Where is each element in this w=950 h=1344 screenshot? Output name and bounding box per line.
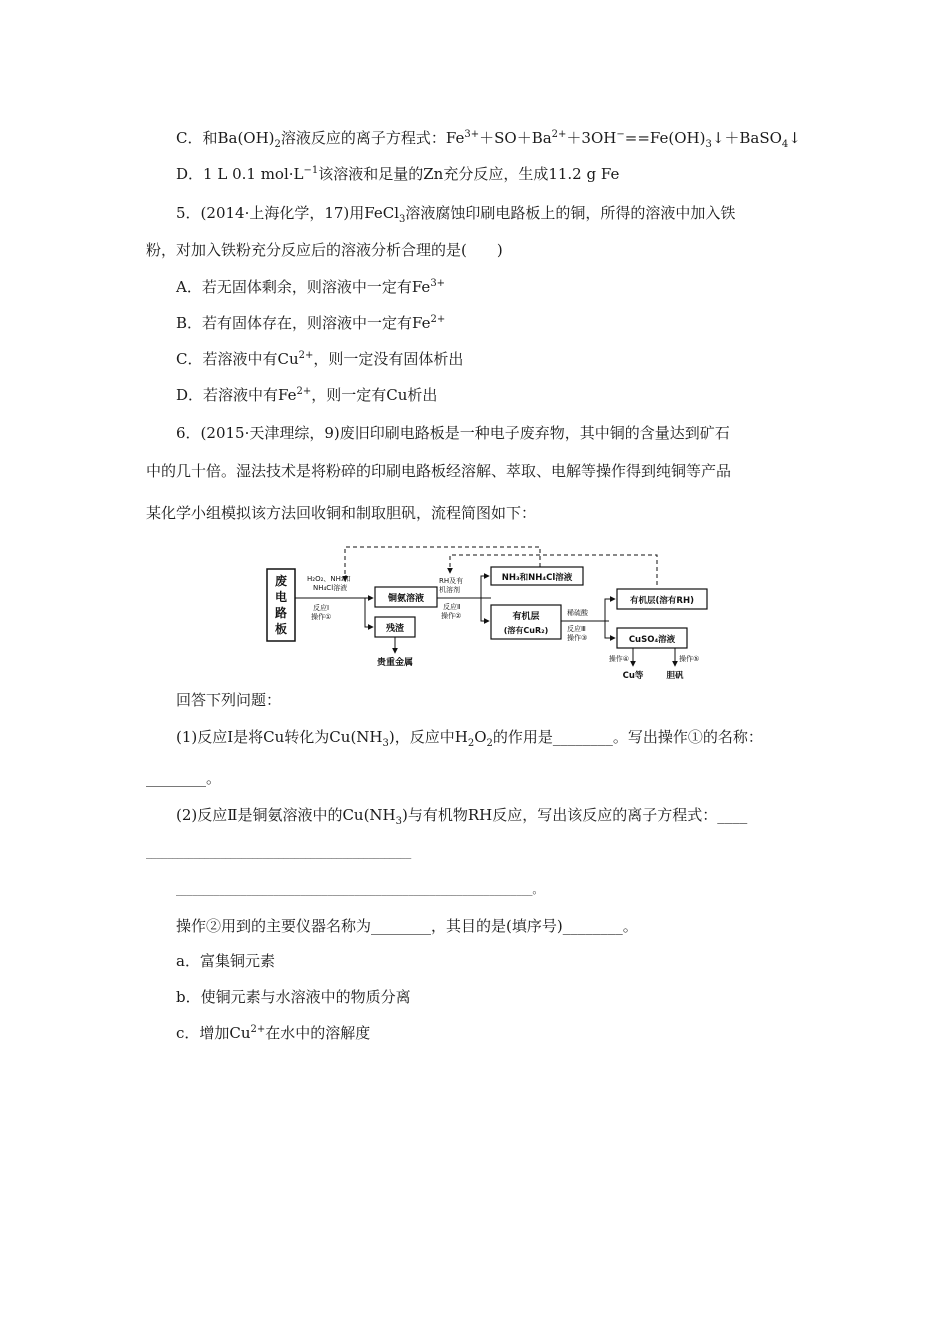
q6-line1: 6．(2015·天津理综，9)废旧印刷电路板是一种电子废弃物，其中铜的含量达到矿石 bbox=[176, 424, 730, 442]
reaction1-label: 反应Ⅰ bbox=[313, 604, 330, 612]
box-waste-board-char: 电 bbox=[274, 590, 288, 604]
superscript: 3+ bbox=[464, 129, 480, 140]
text: ＋SO＋Ba bbox=[479, 129, 552, 147]
q6-line3: 某化学小组模拟该方法回收铜和制取胆矾，流程简图如下： bbox=[146, 504, 537, 522]
text: 的作用是________。写出操作①的名称： bbox=[492, 728, 763, 746]
text: 在水中的溶解度 bbox=[265, 1024, 371, 1042]
box-nh3-label: NH₃和NH₄Cl溶液 bbox=[501, 573, 573, 583]
box-residue-label: 残渣 bbox=[385, 624, 405, 634]
q5-option-c bbox=[176, 349, 463, 369]
reaction2-label: 操作② bbox=[441, 612, 462, 620]
text: C．若溶液中有Cu bbox=[176, 350, 299, 368]
option-c-line bbox=[176, 128, 801, 148]
text: A．若无固体剩余，则溶液中一定有Fe bbox=[176, 278, 431, 296]
text: ，则一定没有固体析出 bbox=[313, 350, 464, 368]
subscript: 4 bbox=[781, 139, 789, 150]
q5-option-a bbox=[176, 277, 445, 297]
text: )，反应中H bbox=[388, 728, 468, 746]
box-organic-rh-label: 有机层(溶有RH) bbox=[630, 596, 694, 606]
box-waste-board-char: 废 bbox=[274, 574, 288, 588]
subscript: 3 bbox=[705, 139, 712, 150]
superscript: −1 bbox=[303, 165, 319, 176]
option-d-line bbox=[176, 164, 619, 184]
flow-diagram bbox=[265, 543, 735, 683]
text: ↓ bbox=[788, 129, 801, 147]
text: ==Fe(OH) bbox=[624, 129, 706, 147]
arrow-to-organic-box bbox=[481, 598, 489, 621]
text: 溶液反应的离子方程式：Fe bbox=[280, 129, 465, 147]
reagent2-label: RH及有 bbox=[439, 577, 464, 585]
q5-line2: 粉，对加入铁粉充分反应后的溶液分析合理的是( ) bbox=[146, 241, 503, 259]
text: B．若有固体存在，则溶液中一定有Fe bbox=[176, 314, 431, 332]
reaction2-label: 反应Ⅱ bbox=[443, 603, 461, 611]
q5-option-b bbox=[176, 313, 445, 333]
reagent1-label: H₂O₂、NH₃和 bbox=[307, 575, 351, 583]
text: 该溶液和足量的Zn充分反应，生成11.2 g Fe bbox=[318, 165, 620, 183]
part1-line2: ________。 bbox=[146, 769, 222, 787]
q5-line1 bbox=[176, 203, 735, 223]
product-cu-label: Cu等 bbox=[622, 671, 644, 681]
text: ↓＋BaSO bbox=[711, 129, 782, 147]
text: D．若溶液中有Fe bbox=[176, 386, 297, 404]
text: ，则一定有Cu析出 bbox=[311, 386, 438, 404]
option-a: a．富集铜元素 bbox=[176, 952, 275, 970]
q6-line2: 中的几十倍。湿法技术是将粉碎的印刷电路板经溶解、萃取、电解等操作得到纯铜等产品 bbox=[146, 462, 732, 480]
text: 5．(2014·上海化学，17)用FeCl bbox=[176, 204, 400, 222]
part1-line1 bbox=[176, 727, 763, 747]
text: (1)反应Ⅰ是将Cu转化为Cu(NH bbox=[176, 728, 383, 746]
operation2-question: 操作②用到的主要仪器名称为________，其目的是(填序号)________。 bbox=[176, 917, 638, 935]
box-copper-ammonia-label: 铜氨溶液 bbox=[387, 594, 425, 604]
superscript: 2+ bbox=[296, 386, 312, 397]
superscript: 3+ bbox=[430, 278, 446, 289]
arrow-to-residue bbox=[365, 598, 373, 627]
text: ＋3OH bbox=[566, 129, 617, 147]
subscript: 2 bbox=[486, 738, 493, 749]
op5-label: 操作⑤ bbox=[679, 655, 700, 663]
superscript: − bbox=[616, 129, 625, 140]
text: )与有机物RH反应，写出该反应的离子方程式：____ bbox=[402, 806, 748, 824]
box-waste-board-char: 板 bbox=[274, 622, 288, 636]
subscript: 3 bbox=[382, 738, 389, 749]
text: C．和Ba(OH) bbox=[176, 129, 275, 147]
superscript: 2+ bbox=[250, 1024, 266, 1035]
superscript: 2+ bbox=[430, 314, 446, 325]
subscript: 3 bbox=[399, 214, 406, 225]
precious-metal-label: 贵重金属 bbox=[376, 658, 414, 668]
text: (2)反应Ⅱ是铜氨溶液中的Cu(NH bbox=[176, 806, 396, 824]
subscript: 3 bbox=[395, 816, 403, 827]
answer-blank-line-1: __________________________________________________ bbox=[146, 846, 412, 859]
reagent1-label: NH₄Cl溶液 bbox=[313, 584, 348, 592]
option-b: b．使铜元素与水溶液中的物质分离 bbox=[176, 988, 411, 1006]
subscript: 2 bbox=[274, 139, 281, 150]
q5-option-d bbox=[176, 385, 437, 405]
reagent3-label: 操作③ bbox=[567, 634, 588, 642]
text: D．1 L 0.1 mol·L bbox=[176, 165, 304, 183]
box-cuso4-label: CuSO₄溶液 bbox=[628, 635, 676, 645]
arrow-to-organic-rh bbox=[605, 599, 615, 621]
reagent3-label: 稀硫酸 bbox=[567, 609, 588, 617]
op4-label: 操作④ bbox=[608, 655, 629, 663]
option-c bbox=[176, 1023, 370, 1043]
answer-intro: 回答下列问题： bbox=[176, 691, 282, 709]
box-waste-board-char: 路 bbox=[274, 606, 288, 620]
superscript: 2+ bbox=[298, 350, 314, 361]
reagent3-label: 反应Ⅲ bbox=[567, 625, 586, 633]
reagent2-label: 机溶剂 bbox=[439, 586, 460, 594]
box-organic-cur2-label: (溶有CuR₂) bbox=[503, 626, 549, 635]
text: c．增加Cu bbox=[176, 1024, 251, 1042]
reaction1-label: 操作① bbox=[311, 613, 332, 621]
answer-blank-line-2: __________________________________________________________________。 bbox=[176, 883, 544, 896]
arrow-to-cuso4 bbox=[605, 621, 615, 638]
superscript: 2+ bbox=[551, 129, 567, 140]
arrow-to-nh3-box bbox=[481, 576, 489, 598]
part2-line1 bbox=[176, 805, 747, 825]
subscript: 2 bbox=[467, 738, 475, 749]
text: O bbox=[474, 728, 487, 746]
box-organic-cur2-label: 有机层 bbox=[512, 612, 540, 622]
text: 溶液腐蚀印刷电路板上的铜，所得的溶液中加入铁 bbox=[405, 204, 736, 222]
product-bluevitriol-label: 胆矾 bbox=[666, 671, 684, 681]
